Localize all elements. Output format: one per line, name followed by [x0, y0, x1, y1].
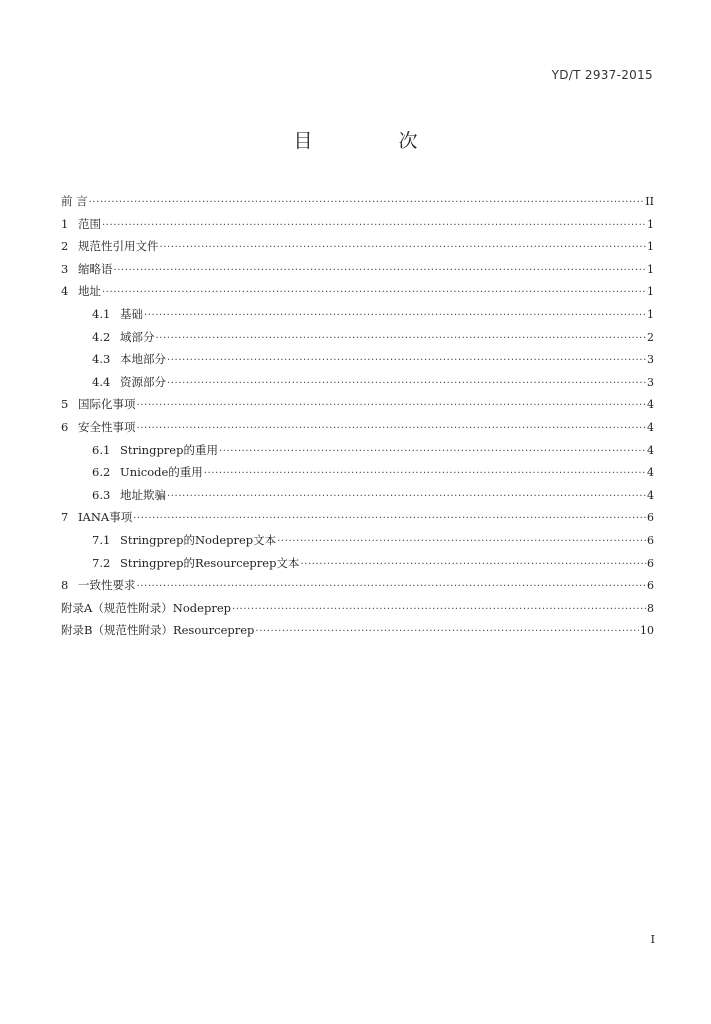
- toc-entry-number: 1: [61, 216, 69, 231]
- toc-leader-dots: [137, 418, 647, 441]
- toc-entry-page: 1: [647, 262, 654, 276]
- page-number: I: [650, 933, 655, 946]
- toc-entry-page: 1: [647, 217, 654, 231]
- toc-entry[interactable]: [61, 574, 654, 597]
- toc-entry-page: 10: [640, 624, 654, 638]
- toc-entry-title: 安全性事项: [78, 419, 136, 434]
- toc-entry-number: 3: [61, 261, 69, 276]
- toc-title: 目 次: [293, 130, 458, 152]
- toc-leader-dots: [137, 395, 647, 418]
- toc-leader-dots: [300, 554, 646, 577]
- toc-leader-dots: [137, 576, 647, 599]
- toc-entry-number: 2: [61, 239, 69, 254]
- toc-entry[interactable]: [61, 529, 654, 552]
- toc-entry-number: 4.3: [92, 352, 111, 367]
- toc-entry-page: II: [645, 195, 654, 208]
- toc-leader-dots: [167, 373, 646, 396]
- toc-leader-dots: [102, 282, 646, 305]
- toc-entry-page: 1: [647, 240, 654, 254]
- toc-entry[interactable]: [61, 371, 654, 394]
- toc-leader-dots: [277, 531, 646, 554]
- toc-leader-dots: [160, 237, 647, 260]
- toc-entry[interactable]: [61, 461, 654, 484]
- toc-entry-title: Unicode的重用: [120, 465, 203, 480]
- toc-entry-page: 6: [647, 511, 654, 525]
- toc-leader-dots: [167, 486, 646, 509]
- toc-entry-page: 2: [647, 330, 654, 344]
- toc-entry-title: Stringprep的Resourceprep文本: [120, 555, 300, 570]
- toc-entry-title: 国际化事项: [78, 397, 136, 412]
- toc-entry-page: 1: [647, 285, 654, 299]
- toc-entry-number: 6.1: [92, 442, 111, 457]
- toc-entry-title: 附录A（规范性附录）Nodeprep: [61, 600, 231, 615]
- toc-leader-dots: [219, 441, 646, 464]
- toc-entry-number: 7.2: [92, 555, 111, 570]
- toc-leader-dots: [144, 305, 646, 328]
- toc-entry[interactable]: [61, 303, 654, 326]
- toc-entry-page: 4: [647, 420, 654, 434]
- toc-leader-dots: [167, 350, 646, 373]
- toc-entry-title: 资源部分: [120, 374, 166, 389]
- toc-entry-page: 1: [647, 307, 654, 321]
- toc-leader-dots: [204, 463, 646, 486]
- toc-entry-number: 4.1: [92, 306, 111, 321]
- toc-entry-number: 5: [61, 397, 69, 412]
- toc-entry-page: 4: [647, 398, 654, 412]
- toc-entry[interactable]: [61, 258, 654, 281]
- toc-entry-number: 4.2: [92, 329, 111, 344]
- toc-entry-number: 6.2: [92, 465, 111, 480]
- toc-entry[interactable]: [61, 326, 654, 349]
- toc-entry[interactable]: [61, 619, 654, 642]
- toc-entry[interactable]: [61, 552, 654, 575]
- toc-leader-dots: [255, 621, 639, 644]
- toc-entry[interactable]: [61, 213, 654, 236]
- toc-entry-title: 域部分: [120, 329, 155, 344]
- toc-entry-title: 附录B（规范性附录）Resourceprep: [61, 623, 255, 638]
- toc-entry-page: 4: [647, 488, 654, 502]
- toc-entry-title: 前 言: [61, 194, 88, 208]
- toc-entry-title: 本地部分: [120, 352, 166, 367]
- toc-entry-number: 7.1: [92, 532, 111, 547]
- toc-leader-dots: [232, 599, 646, 622]
- toc-entry[interactable]: [61, 348, 654, 371]
- toc-entry[interactable]: [61, 439, 654, 462]
- toc-entry-number: 4: [61, 284, 69, 299]
- toc-entry-number: 8: [61, 578, 69, 593]
- toc-entry-title: 缩略语: [78, 261, 113, 276]
- toc-entry-page: 4: [647, 466, 654, 480]
- toc-entry-page: 6: [647, 556, 654, 570]
- toc-entry-page: 6: [647, 533, 654, 547]
- toc-entry-title: 地址: [78, 284, 101, 299]
- toc-entry-title: 地址欺骗: [120, 487, 166, 502]
- toc-entry-page: 3: [647, 353, 654, 367]
- toc-leader-dots: [102, 215, 646, 238]
- toc-entry-title: 一致性要求: [78, 578, 136, 593]
- toc-entry[interactable]: [61, 506, 654, 529]
- toc-entry-title: Stringprep的重用: [120, 442, 218, 457]
- toc-entry[interactable]: [61, 484, 654, 507]
- document-code: YD/T 2937-2015: [551, 68, 653, 82]
- toc-leader-dots: [114, 260, 647, 283]
- toc-leader-dots: [156, 328, 647, 351]
- toc-entry-number: 4.4: [92, 374, 111, 389]
- toc-entry[interactable]: [61, 393, 654, 416]
- toc-leader-dots: [133, 508, 646, 531]
- toc-leader-dots: [89, 192, 645, 215]
- toc-entry[interactable]: [61, 280, 654, 303]
- toc-entry-number: 6.3: [92, 487, 111, 502]
- toc-entry[interactable]: [61, 597, 654, 620]
- toc-entry[interactable]: [61, 190, 654, 213]
- toc-entry-title: Stringprep的Nodeprep文本: [120, 532, 277, 547]
- toc-entry-title: 范围: [78, 216, 101, 231]
- toc-entry-title: IANA事项: [78, 510, 133, 525]
- toc-entry[interactable]: [61, 416, 654, 439]
- toc-entry-page: 6: [647, 579, 654, 593]
- toc-entry-number: 6: [61, 419, 69, 434]
- toc-entry-page: 8: [647, 601, 654, 615]
- table-of-contents: [61, 190, 654, 642]
- toc-entry-number: 7: [61, 510, 69, 525]
- toc-entry[interactable]: [61, 235, 654, 258]
- toc-entry-page: 3: [647, 375, 654, 389]
- toc-entry-page: 4: [647, 443, 654, 457]
- toc-entry-title: 基础: [120, 306, 143, 321]
- toc-entry-title: 规范性引用文件: [78, 239, 159, 254]
